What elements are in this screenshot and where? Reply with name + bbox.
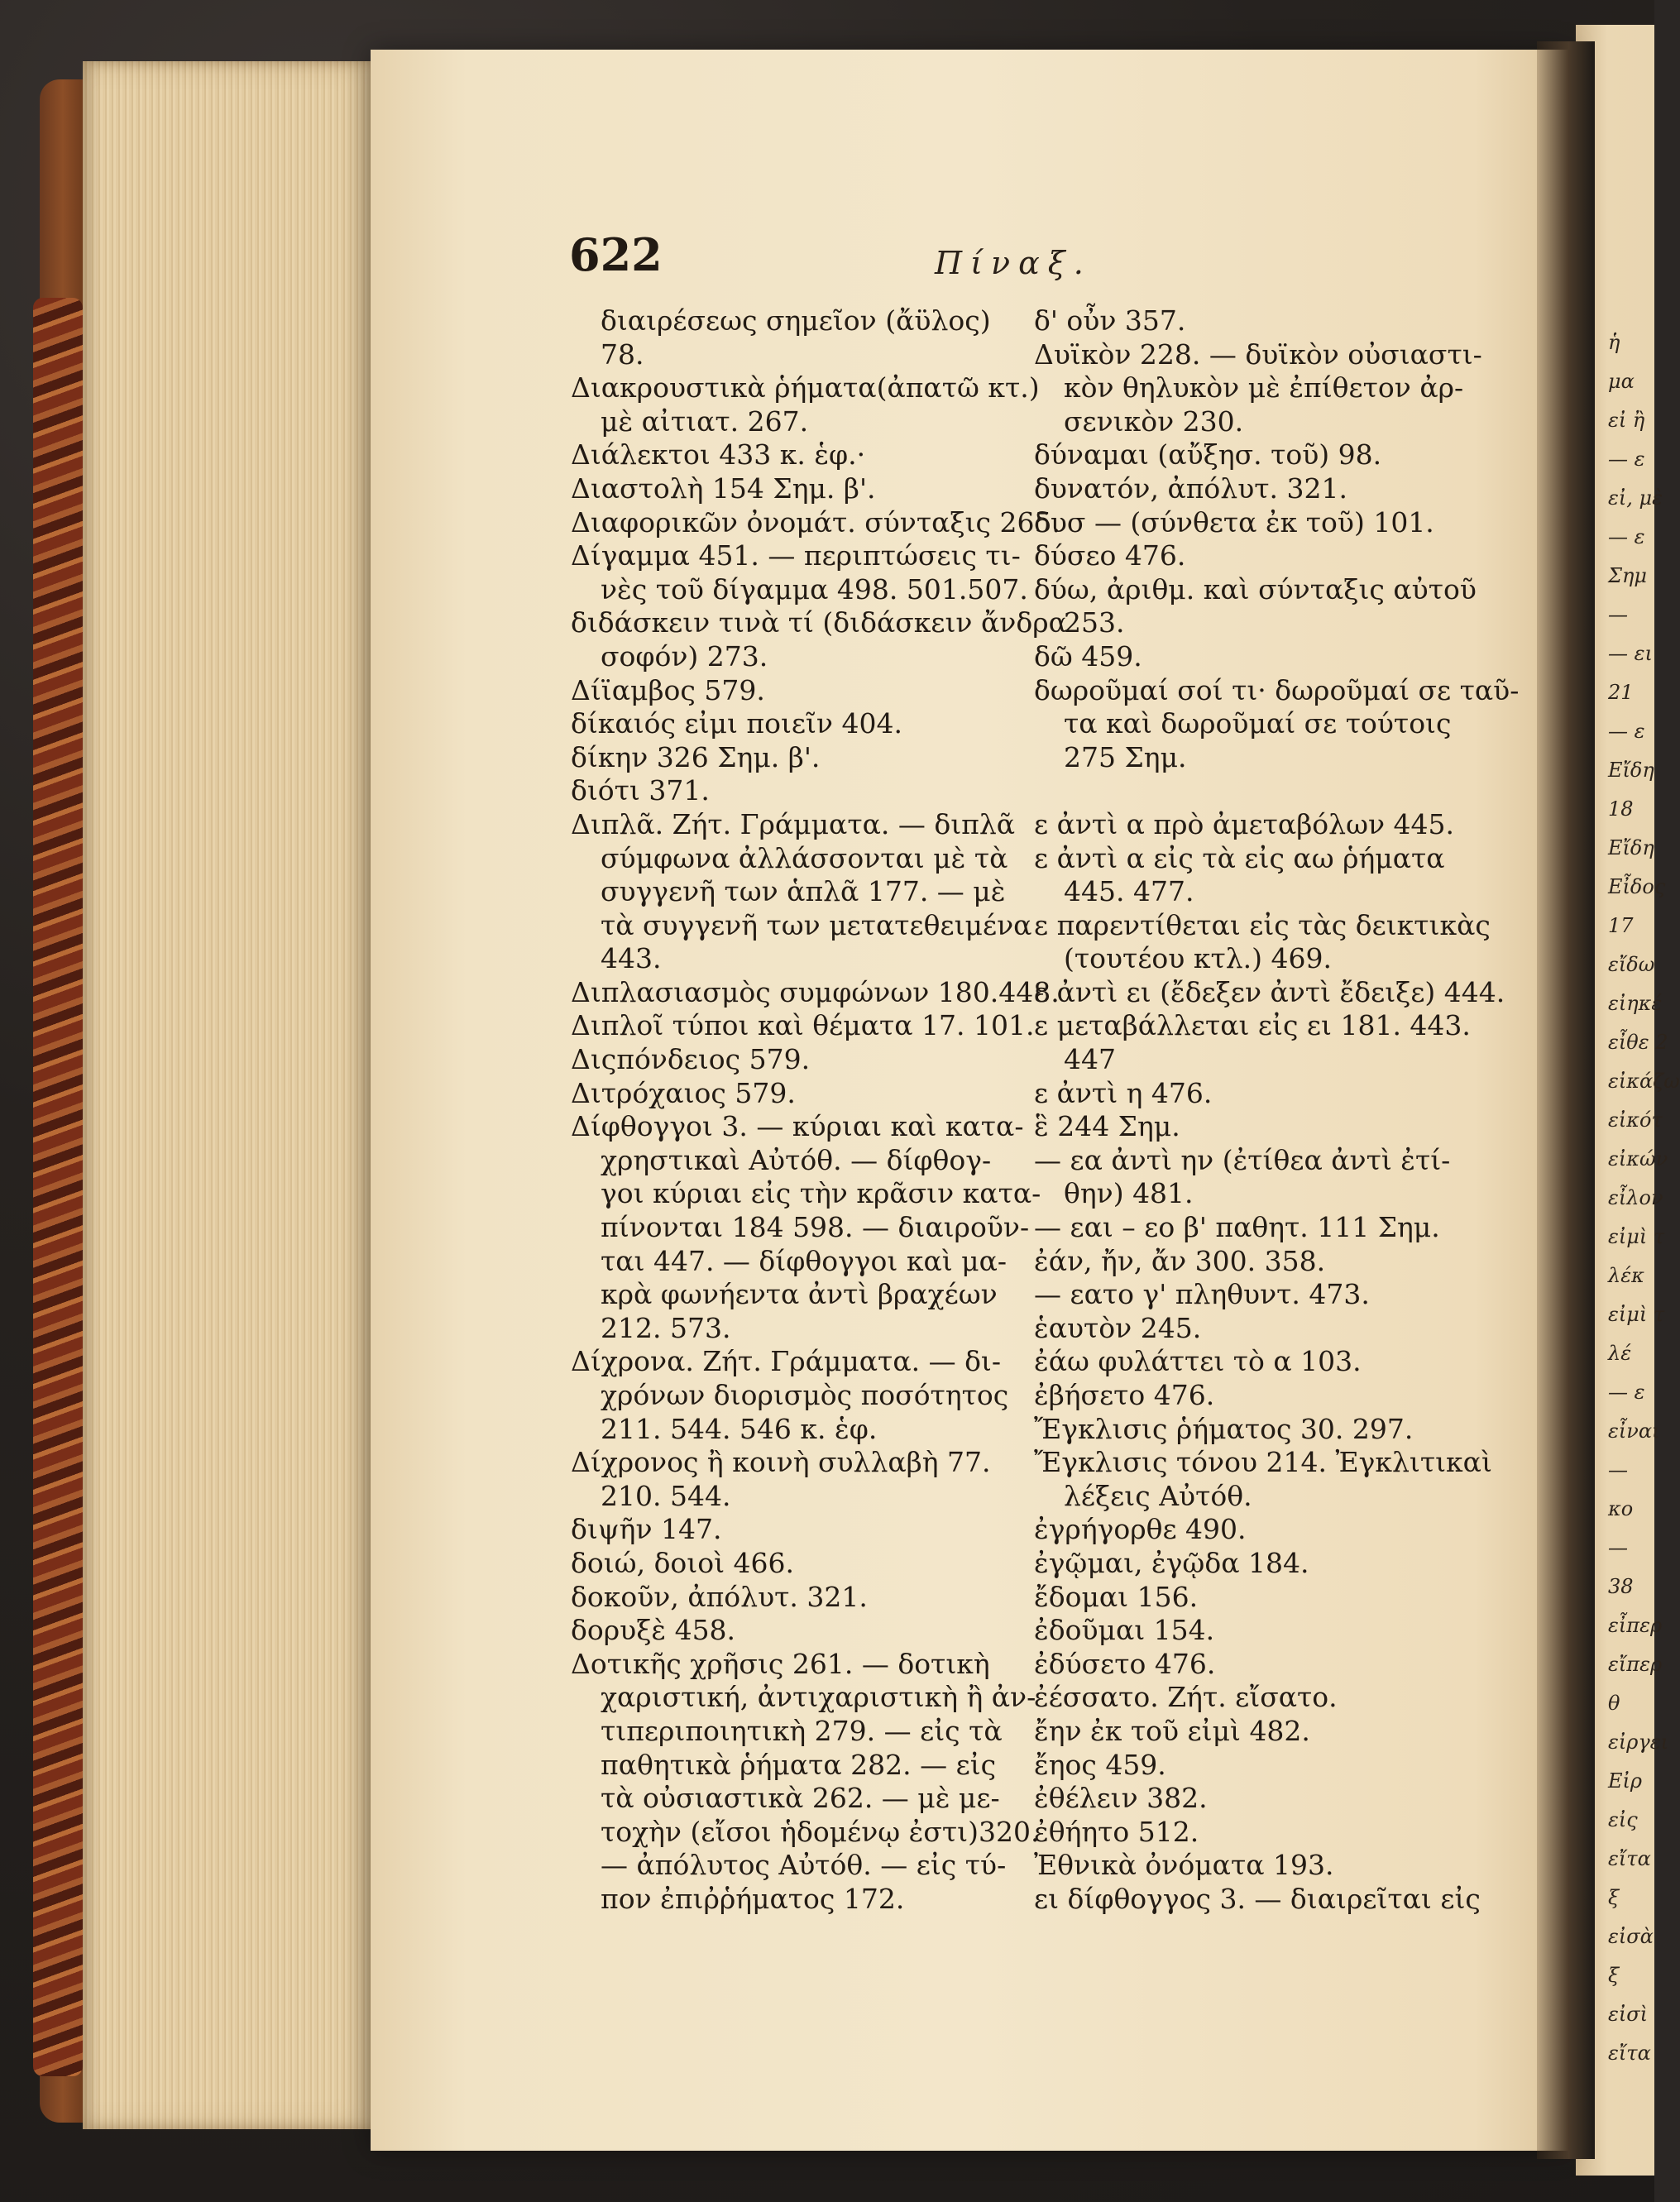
index-entry-line: ε ἀντὶ η 476. (1034, 1076, 1213, 1109)
index-entry-line: ἐάω φυλάττει τὸ α 103. (1034, 1345, 1362, 1378)
facing-page-fragment: — ε (1608, 448, 1645, 471)
facing-page-fragment: εἰ ἢ (1608, 409, 1645, 432)
index-entry-line: ἐβήσετο 476. (1034, 1379, 1215, 1411)
index-entry-line: τιπεριποιητικὴ 279. — εἰς τὰ (601, 1714, 1003, 1747)
index-entry-line: 253. (1064, 606, 1125, 639)
index-entry-line: — εατο γ' πληθυντ. 473. (1034, 1278, 1370, 1311)
index-entry-line: ε μεταβάλλεται εἰς ει 181. 443. (1034, 1009, 1471, 1042)
facing-page-fragment: κο (1608, 1497, 1634, 1520)
index-entry-line: (τουτέου κτλ.) 469. (1064, 942, 1332, 975)
facing-page-fragment: εἰηκέ (1608, 992, 1663, 1015)
facing-page-fragment: εἰ, μὲ (1608, 486, 1663, 510)
facing-page-fragment: εἶλον (1608, 1186, 1663, 1209)
index-entry-line: δοκοῦν, ἀπόλυτ. 321. (571, 1580, 868, 1613)
index-entry-line: δίκαιός εἰμι ποιεῖν 404. (571, 707, 902, 740)
facing-page-fragment: — ε (1608, 720, 1645, 743)
facing-page-fragment: εἰκότ (1608, 1108, 1663, 1132)
index-entry-line: σοφόν) 273. (601, 639, 768, 673)
index-entry-line: ἐγῷμαι, ἐγῷδα 184. (1034, 1546, 1309, 1579)
index-entry-line: — ἀπόλυτος Αὐτόθ. — εἰς τύ- (601, 1849, 1007, 1882)
facing-page-fragment: Σημ (1608, 564, 1647, 587)
index-entry-line: διψῆν 147. (571, 1513, 722, 1546)
index-entry-line: — εα ἀντὶ ην (ἐτίθεα ἀντὶ ἐτί- (1034, 1143, 1451, 1176)
facing-page-fragment: εἰργει (1608, 1730, 1669, 1754)
index-entry-line: Δίχρονα. Ζήτ. Γράμματα. — δι- (571, 1345, 1002, 1378)
index-entry-line: τοχὴν (εἴσοι ἡδομένῳ ἐστι)320. (601, 1815, 1040, 1848)
facing-page-fragment: λέκ (1608, 1264, 1644, 1287)
facing-page-fragment: 21 (1608, 681, 1634, 704)
index-entry-line: νὲς τοῦ δίγαμμα 498. 501.507. (601, 572, 1028, 606)
index-entry-line: Δίϊαμβος 579. (571, 673, 765, 706)
marbled-binding (33, 298, 83, 2076)
index-entry-line: θην) 481. (1064, 1177, 1194, 1210)
facing-page-fragment: — (1608, 603, 1628, 626)
gutter-shadow (1537, 41, 1595, 2159)
page-block-edge (83, 61, 381, 2129)
index-entry-line: δύναμαι (αὔξησ. τοῦ) 98. (1034, 438, 1382, 472)
index-entry-line: Διπλοῖ τύποι καὶ θέματα 17. 101. (571, 1009, 1035, 1042)
facing-page-fragment: εἴδω (1608, 953, 1655, 976)
index-entry-line: 275 Σημ. (1064, 740, 1187, 773)
index-entry-line: Διαστολὴ 154 Σημ. β'. (571, 472, 876, 505)
facing-page-fragment: εἴτα (1608, 2042, 1651, 2065)
facing-page-fragment: εἴπερ (1608, 1653, 1663, 1676)
index-entry-line: σύμφωνα ἀλλάσσονται μὲ τὰ (601, 841, 1008, 874)
facing-page-fragment: — ε (1608, 525, 1645, 548)
index-entry-line: δίκην 326 Σημ. β'. (571, 740, 821, 773)
index-entry-line: Διςπόνδειος 579. (571, 1043, 811, 1076)
index-column-right (1034, 304, 1520, 1917)
index-entry-line: ἑαυτὸν 245. (1034, 1311, 1202, 1344)
index-entry-line: ἐδοῦμαι 154. (1034, 1614, 1215, 1647)
index-entry-line: ἐθήητο 512. (1034, 1815, 1199, 1848)
index-entry-line: διαιρέσεως σημεῖον (ἄϋλος) (601, 304, 991, 337)
facing-page-fragment: λέ (1608, 1342, 1632, 1365)
facing-page-fragment: 18 (1608, 797, 1634, 821)
index-entry-line: Διτρόχαιος 579. (571, 1076, 796, 1109)
index-entry-line: Δίφθογγοι 3. — κύριαι καὶ κατα- (571, 1110, 1024, 1143)
index-entry-line: Δίχρονος ἢ κοινὴ συλλαβὴ 77. (571, 1446, 991, 1479)
index-entry-line: γοι κύριαι εἰς τὴν κρᾶσιν κατα- (601, 1177, 1041, 1210)
facing-page-fragment: ξ (1608, 1964, 1620, 1987)
index-entry-line: χρηστικαὶ Αὐτόθ. — δίφθογ- (601, 1143, 992, 1176)
index-entry-line: δύω, ἀριθμ. καὶ σύνταξις αὐτοῦ (1034, 572, 1477, 606)
index-entry-line: Δοτικῆς χρῆσις 261. — δοτικὴ (571, 1647, 990, 1680)
index-entry-line: 78. (601, 337, 644, 371)
index-entry-line: ἐγρήγορθε 490. (1034, 1513, 1247, 1546)
index-entry-line: 443. (601, 942, 662, 975)
running-head: Πίναξ. (935, 245, 1092, 281)
facing-page-fragment: — ει (1608, 642, 1653, 665)
facing-page-fragment: ξ (1608, 1886, 1620, 1909)
facing-page-fragment: εἰκάζω (1608, 1070, 1680, 1093)
facing-page-fragment: εἶναι (1608, 1419, 1660, 1443)
facing-page-fragment: εἶθε 2 (1608, 1031, 1668, 1054)
index-entry-line: Διαφορικῶν ὀνομάτ. σύνταξις 265. (571, 505, 1060, 539)
index-entry-line: ε ἀντὶ α πρὸ ἀμεταβόλων 445. (1034, 807, 1455, 840)
page-number: 622 (569, 228, 663, 281)
index-entry-line: δ' οὖν 357. (1034, 304, 1186, 337)
index-entry-line: ε παρεντίθεται εἰς τὰς δεικτικὰς (1034, 908, 1491, 941)
index-entry-line: ει δίφθογγος 3. — διαιρεῖται εἰς (1034, 1882, 1481, 1915)
index-entry-line: Ἔγκλισις τόνου 214. Ἐγκλιτικαὶ (1034, 1446, 1492, 1479)
index-entry-line: χαριστική, ἀντιχαριστικὴ ἢ ἀν- (601, 1681, 1036, 1714)
index-entry-line: ται 447. — δίφθογγοι καὶ μα- (601, 1244, 1008, 1277)
index-entry-line: ἐδύσετο 476. (1034, 1647, 1216, 1680)
facing-page-fragment: εἰσὰ (1608, 1925, 1654, 1948)
facing-page-fragment: — (1608, 1458, 1628, 1482)
index-entry-line: τα καὶ δωροῦμαί σε τούτοις (1064, 707, 1452, 740)
index-entry-line: δύσεο 476. (1034, 539, 1186, 572)
index-entry-line: ἐέσσατο. Ζήτ. εἴσατο. (1034, 1681, 1338, 1714)
index-entry-line: κὸν θηλυκὸν μὲ ἐπίθετον ἀρ- (1064, 371, 1464, 404)
index-entry-line: διότι 371. (571, 774, 710, 807)
index-entry-line: 212. 573. (601, 1311, 731, 1344)
index-entry-line: κρὰ φωνήεντα ἀντὶ βραχέων (601, 1278, 998, 1311)
index-entry-line: δωροῦμαί σοί τι· δωροῦμαί σε ταῦ- (1034, 673, 1520, 706)
index-entry-line: Δυϊκὸν 228. — δυϊκὸν οὐσιαστι- (1034, 337, 1482, 371)
facing-page-fragment: Εἴδη (1608, 759, 1654, 782)
facing-page-fragment: 17 (1608, 914, 1634, 937)
facing-page-fragment: Εἰρ (1608, 1769, 1643, 1793)
facing-page-fragment: Εἴδη (1608, 836, 1654, 859)
index-entry-line: ἔην ἐκ τοῦ εἰμὶ 482. (1034, 1714, 1310, 1747)
index-entry-line: Διπλᾶ. Ζήτ. Γράμματα. — διπλᾶ (571, 807, 1016, 840)
index-entry-line: ἔηος 459. (1034, 1748, 1166, 1781)
facing-page-fragment: εἶπερ (1608, 1614, 1663, 1637)
index-entry-line: σενικὸν 230. (1064, 404, 1244, 438)
facing-page-fragment: εἰκών (1608, 1147, 1668, 1170)
index-entry-line: 445. 477. (1064, 875, 1194, 908)
facing-page-fragment: εἰσὶ (1608, 2003, 1649, 2026)
facing-page-fragment: θ (1608, 1692, 1620, 1715)
facing-page-fragment: εἰς (1608, 1808, 1638, 1831)
index-entry-line: λέξεις Αὐτόθ. (1064, 1479, 1252, 1512)
facing-page-fragment: Εἶδος (1608, 875, 1666, 898)
index-entry-line: Ἐθνικὰ ὀνόματα 193. (1034, 1849, 1334, 1882)
index-entry-line: Διπλασιασμὸς συμφώνων 180.448. (571, 975, 1060, 1008)
index-entry-line: δοιώ, δοιοὶ 466. (571, 1546, 795, 1579)
index-entry-line: Ἔγκλισις ῥήματος 30. 297. (1034, 1412, 1414, 1445)
index-entry-line: Διακρουστικὰ ῥήματα(ἀπατῶ κτ.) (571, 371, 1040, 404)
index-column-left (571, 304, 1067, 1917)
index-entry-line: Δίγαμμα 451. — περιπτώσεις τι- (571, 539, 1021, 572)
index-entry-line: πον ἐπιῤῥήματος 172. (601, 1882, 905, 1915)
index-entry-line: ἓ 244 Σημ. (1034, 1110, 1180, 1143)
index-entry-line: 210. 544. (601, 1479, 731, 1512)
index-entry-line: τὰ οὐσιαστικὰ 262. — μὲ με- (601, 1782, 1000, 1815)
index-entry-line: δορυξὲ 458. (571, 1614, 736, 1647)
index-entry-line: τὰ συγγενῆ των μετατεθειμένα (601, 908, 1032, 941)
facing-page-fragment: εἰμὶ τ (1608, 1303, 1665, 1326)
index-entry-line: Διάλεκτοι 433 κ. ἑφ.· (571, 438, 866, 472)
index-entry-line: συγγενῆ των ἁπλᾶ 177. — μὲ (601, 875, 1006, 908)
index-entry-line: ἐάν, ἤν, ἄν 300. 358. (1034, 1244, 1326, 1277)
index-entry-line: χρόνων διορισμὸς ποσότητος (601, 1379, 1009, 1411)
facing-page-fragment: — ε (1608, 1381, 1645, 1404)
index-entry-line (1034, 774, 1481, 808)
index-entry-line: διδάσκειν τινὰ τί (διδάσκειν ἄνδρα (571, 606, 1067, 639)
facing-page-fragment: εἴτα (1608, 1847, 1651, 1870)
index-entry-line: ε ἀντὶ α εἰς τὰ εἰς αω ῥήματα (1034, 841, 1445, 874)
facing-page-fragment: 38 (1608, 1575, 1634, 1598)
index-entry-line: δυνατόν, ἀπόλυτ. 321. (1034, 472, 1347, 505)
index-entry-line: 211. 544. 546 κ. ἑφ. (601, 1412, 878, 1445)
facing-page-fragment: εἰμὶ τ (1608, 1225, 1665, 1248)
index-entry-line: μὲ αἰτιατ. 267. (601, 404, 809, 438)
facing-page-fragment: — (1608, 1536, 1628, 1559)
index-entry-line: ἐθέλειν 382. (1034, 1782, 1208, 1815)
facing-page-fragment: ἡ (1608, 331, 1620, 354)
facing-page-fragment: μα (1608, 370, 1635, 393)
index-entry-line: ε ἀντὶ ει (ἔδεξεν ἀντὶ ἔδειξε) 444. (1034, 975, 1505, 1008)
index-entry-line: — εαι – εο β' παθητ. 111 Σημ. (1034, 1211, 1440, 1244)
index-entry-line: πίνονται 184 598. — διαιροῦν- (601, 1211, 1030, 1244)
index-entry-line: δυσ — (σύνθετα ἐκ τοῦ) 101. (1034, 505, 1434, 539)
index-entry-line: 447 (1064, 1043, 1116, 1076)
index-entry-line: δῶ 459. (1034, 639, 1142, 673)
index-entry-line: ἔδομαι 156. (1034, 1580, 1199, 1613)
index-entry-line: παθητικὰ ῥήματα 282. — εἰς (601, 1748, 997, 1781)
